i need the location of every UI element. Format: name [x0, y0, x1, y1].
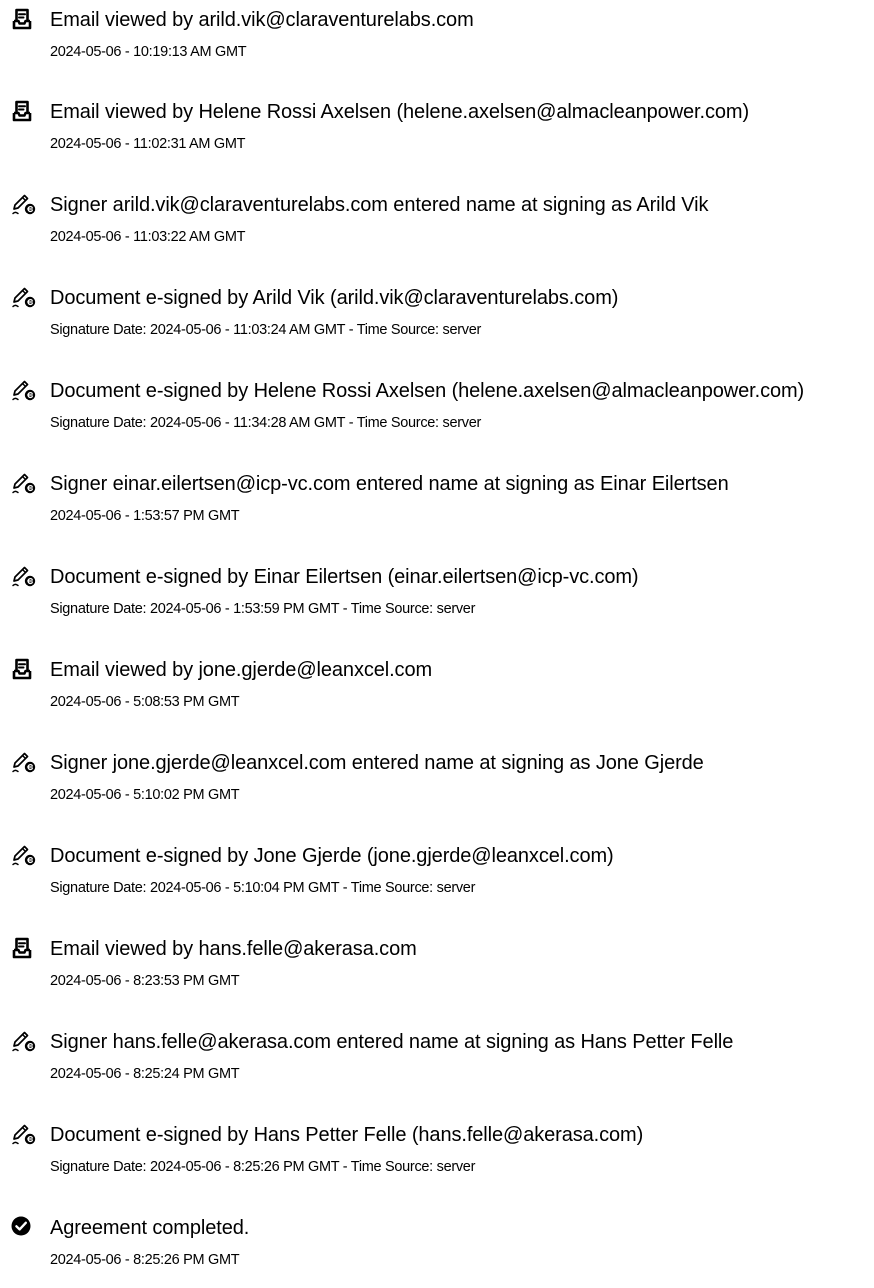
check-circle-icon [10, 1215, 36, 1239]
e-sign-pen-icon [10, 1029, 36, 1053]
entry-title: Document e-signed by Arild Vik (arild.vik@claraventurelabs.com) [50, 287, 619, 309]
email-viewed-icon [10, 99, 36, 123]
audit-log-entry [0, 743, 874, 823]
audit-log-entry [0, 1022, 874, 1102]
audit-log-entry [0, 557, 874, 637]
e-sign-pen-icon [10, 471, 36, 495]
audit-log-entry [0, 1208, 874, 1288]
entry-title: Email viewed by arild.vik@claraventurelabs.com [50, 9, 474, 31]
entry-title: Email viewed by Helene Rossi Axelsen (helene.axelsen@almacleanpower.com) [50, 101, 750, 123]
e-sign-pen-icon [10, 378, 36, 402]
audit-log-entry [0, 836, 874, 916]
e-sign-pen-icon [10, 564, 36, 588]
entry-title: Signer hans.felle@akerasa.com entered name at signing as Hans Petter Felle [50, 1031, 734, 1053]
entry-signature-info: Signature Date: 2024-05-06 - 8:25:26 PM GMT - Time Source: server [50, 1159, 476, 1175]
e-sign-pen-icon [10, 285, 36, 309]
entry-timestamp: 2024-05-06 - 8:25:26 PM GMT [50, 1252, 240, 1268]
audit-log-entry [0, 0, 874, 80]
entry-title: Signer arild.vik@claraventurelabs.com entered name at signing as Arild Vik [50, 194, 709, 216]
entry-timestamp: 2024-05-06 - 5:08:53 PM GMT [50, 694, 240, 710]
entry-timestamp: 2024-05-06 - 8:23:53 PM GMT [50, 973, 240, 989]
entry-timestamp: 2024-05-06 - 5:10:02 PM GMT [50, 787, 240, 803]
audit-log-entry [0, 650, 874, 730]
entry-title: Document e-signed by Jone Gjerde (jone.gjerde@leanxcel.com) [50, 845, 614, 867]
audit-log-entry [0, 1115, 874, 1195]
entry-signature-info: Signature Date: 2024-05-06 - 11:03:24 AM GMT - Time Source: server [50, 322, 481, 338]
email-viewed-icon [10, 7, 36, 31]
entry-title: Email viewed by jone.gjerde@leanxcel.com [50, 659, 433, 681]
audit-log-entry [0, 371, 874, 451]
entry-signature-info: Signature Date: 2024-05-06 - 11:34:28 AM GMT - Time Source: server [50, 415, 481, 431]
entry-signature-info: Signature Date: 2024-05-06 - 1:53:59 PM GMT - Time Source: server [50, 601, 476, 617]
email-viewed-icon [10, 657, 36, 681]
entry-title: Signer jone.gjerde@leanxcel.com entered name at signing as Jone Gjerde [50, 752, 704, 774]
entry-timestamp: 2024-05-06 - 1:53:57 PM GMT [50, 508, 240, 524]
entry-title: Document e-signed by Hans Petter Felle (hans.felle@akerasa.com) [50, 1124, 644, 1146]
entry-timestamp: 2024-05-06 - 8:25:24 PM GMT [50, 1066, 240, 1082]
entry-title: Agreement completed. [50, 1217, 250, 1239]
entry-timestamp: 2024-05-06 - 10:19:13 AM GMT [50, 44, 247, 60]
entry-timestamp: 2024-05-06 - 11:03:22 AM GMT [50, 229, 246, 245]
e-sign-pen-icon [10, 1122, 36, 1146]
email-viewed-icon [10, 936, 36, 960]
entry-title: Email viewed by hans.felle@akerasa.com [50, 938, 417, 960]
entry-timestamp: 2024-05-06 - 11:02:31 AM GMT [50, 136, 246, 152]
e-sign-pen-icon [10, 192, 36, 216]
entry-title: Signer einar.eilertsen@icp-vc.com entered name at signing as Einar Eilertsen [50, 473, 729, 495]
audit-log-entry [0, 92, 874, 172]
audit-log-entry [0, 464, 874, 544]
audit-log-entry [0, 185, 874, 265]
e-sign-pen-icon [10, 843, 36, 867]
audit-log-entry [0, 929, 874, 1009]
entry-signature-info: Signature Date: 2024-05-06 - 5:10:04 PM GMT - Time Source: server [50, 880, 476, 896]
audit-log-entry [0, 278, 874, 358]
e-sign-pen-icon [10, 750, 36, 774]
entry-title: Document e-signed by Helene Rossi Axelsen (helene.axelsen@almacleanpower.com) [50, 380, 805, 402]
entry-title: Document e-signed by Einar Eilertsen (einar.eilertsen@icp-vc.com) [50, 566, 639, 588]
